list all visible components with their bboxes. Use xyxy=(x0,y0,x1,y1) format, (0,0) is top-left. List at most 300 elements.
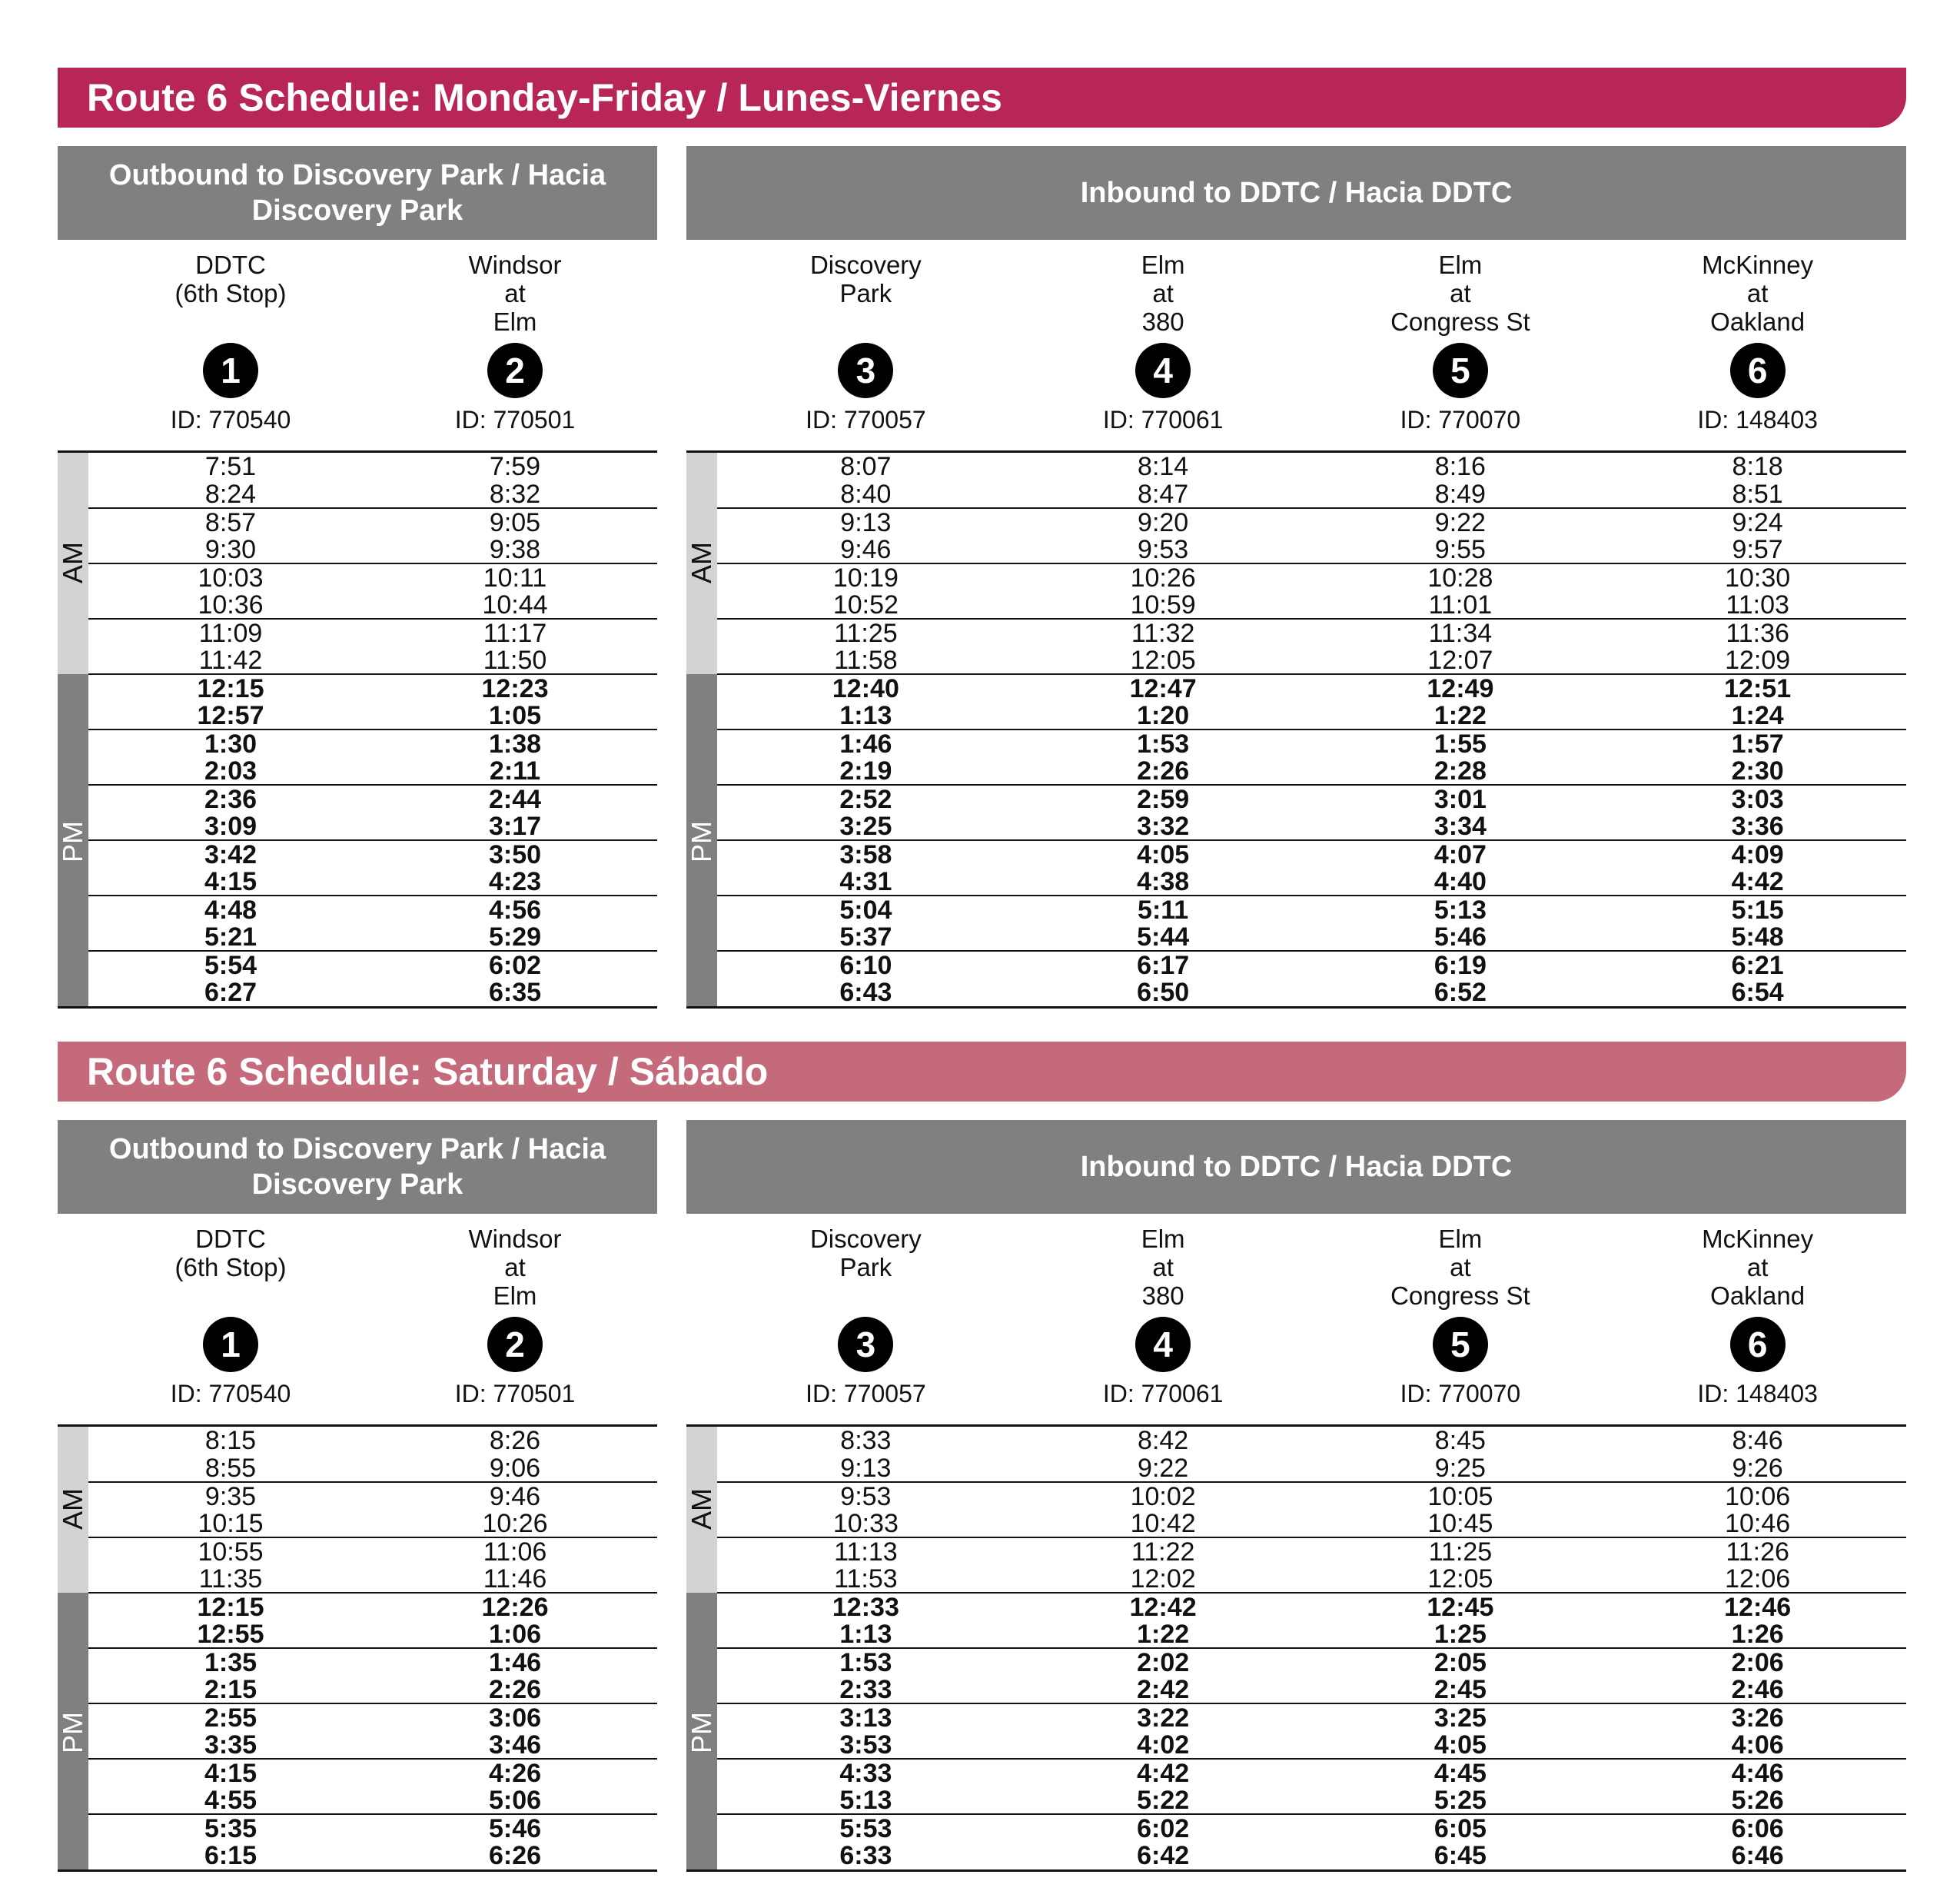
stop-number-badge: 2 xyxy=(487,343,543,398)
time-cell: 8:51 xyxy=(1732,480,1783,509)
table-row xyxy=(88,895,657,924)
table-row xyxy=(58,646,657,674)
time-cell: 5:44 xyxy=(1137,922,1190,952)
time-cell: 11:03 xyxy=(1726,590,1789,620)
table-row xyxy=(717,950,1906,979)
time-cell: 9:22 xyxy=(1138,1454,1189,1483)
time-cell: 1:20 xyxy=(1137,701,1190,730)
stop-name: Elm at 380 xyxy=(1141,1225,1185,1310)
time-cell: 8:45 xyxy=(1434,1426,1486,1455)
table-row xyxy=(88,1592,657,1621)
time-cell: 4:15 xyxy=(204,867,257,896)
weekday-title-banner: Route 6 Schedule: Monday-Friday / Lunes-Viernes xyxy=(58,68,1906,128)
time-cell: 6:17 xyxy=(1137,951,1190,980)
table-row xyxy=(58,480,657,508)
time-cell: 8:18 xyxy=(1732,452,1783,481)
table-row xyxy=(686,1510,1906,1537)
time-cell: 3:34 xyxy=(1433,812,1487,841)
table-row xyxy=(88,618,657,647)
table-row xyxy=(58,813,657,840)
time-cell: 1:05 xyxy=(488,701,542,730)
time-cell: 11:58 xyxy=(834,646,898,675)
time-cell: 5:48 xyxy=(1731,922,1784,952)
time-cell: 6:10 xyxy=(839,951,892,980)
stop-header-4 xyxy=(1015,1225,1312,1408)
time-cell: 11:42 xyxy=(198,646,263,675)
time-cell: 8:32 xyxy=(489,480,541,509)
table-row xyxy=(58,702,657,729)
time-cell: 10:26 xyxy=(482,1509,548,1538)
time-cell: 8:55 xyxy=(204,1454,257,1483)
time-cell: 2:11 xyxy=(489,756,541,786)
time-cell: 5:37 xyxy=(839,922,892,952)
stop-name: McKinney at Oakland xyxy=(1702,1225,1814,1310)
saturday-outbound-header: Outbound to Discovery Park / Hacia Discovery Park xyxy=(58,1120,657,1214)
time-cell: 8:14 xyxy=(1138,452,1189,481)
time-cell: 11:13 xyxy=(834,1537,898,1567)
time-cell: 4:48 xyxy=(204,896,257,925)
time-cell: 12:45 xyxy=(1427,1593,1494,1622)
table-row xyxy=(717,1592,1906,1621)
stop-number-badge: 4 xyxy=(1135,343,1191,398)
time-cell: 3:06 xyxy=(488,1703,542,1733)
time-cell: 6:27 xyxy=(204,978,257,1007)
time-cell: 10:55 xyxy=(198,1537,264,1567)
time-cell: 2:05 xyxy=(1433,1648,1487,1677)
time-cell: 3:42 xyxy=(204,840,257,869)
table-row xyxy=(58,1565,657,1593)
table-row xyxy=(58,757,657,785)
time-cell: 2:55 xyxy=(204,1703,257,1733)
saturday-schedule xyxy=(58,1042,1906,1879)
time-cell: 2:15 xyxy=(204,1675,257,1704)
time-cell: 11:09 xyxy=(198,619,263,648)
stop-name: Windsor at Elm xyxy=(468,251,562,336)
time-cell: 10:03 xyxy=(198,563,264,593)
time-cell: 8:46 xyxy=(1732,1426,1783,1455)
time-cell: 9:55 xyxy=(1434,535,1486,564)
table-row xyxy=(717,839,1906,869)
time-rows xyxy=(58,1424,657,1872)
time-cell: 11:06 xyxy=(483,1537,547,1567)
time-cell: 9:22 xyxy=(1434,508,1486,537)
time-cell: 10:30 xyxy=(1725,563,1791,593)
time-cell: 6:02 xyxy=(488,951,542,980)
time-cell: 12:49 xyxy=(1427,674,1494,703)
time-cell: 12:55 xyxy=(197,1620,264,1649)
stop-header-1 xyxy=(88,1225,373,1408)
time-cell: 3:36 xyxy=(1731,812,1784,841)
stop-id: ID: 148403 xyxy=(1697,406,1818,434)
time-cell: 12:07 xyxy=(1427,646,1493,675)
time-cell: 4:46 xyxy=(1731,1759,1784,1788)
stop-id: ID: 148403 xyxy=(1697,1380,1818,1407)
time-cell: 11:32 xyxy=(1131,619,1195,648)
saturday-inbound-header: Inbound to DDTC / Hacia DDTC xyxy=(686,1120,1906,1214)
time-cell: 6:46 xyxy=(1731,1841,1784,1870)
am-label: AM xyxy=(57,541,88,583)
time-cell: 11:25 xyxy=(834,619,898,648)
time-cell: 4:23 xyxy=(488,867,542,896)
time-cell: 1:46 xyxy=(488,1648,542,1677)
stop-number-badge: 5 xyxy=(1433,1317,1488,1372)
time-cell: 6:02 xyxy=(1137,1814,1190,1843)
time-cell: 1:55 xyxy=(1433,729,1487,759)
time-cell: 3:58 xyxy=(839,840,892,869)
stop-header-3 xyxy=(717,1225,1015,1408)
pm-label: PM xyxy=(686,820,717,862)
table-row xyxy=(88,784,657,813)
time-cell: 12:51 xyxy=(1724,674,1792,703)
time-cell: 4:45 xyxy=(1433,1759,1487,1788)
time-cell: 3:32 xyxy=(1137,812,1190,841)
stop-number-badge: 3 xyxy=(838,1317,893,1372)
table-row xyxy=(88,1647,657,1677)
stop-number-badge: 4 xyxy=(1135,1317,1191,1372)
time-cell: 12:05 xyxy=(1427,1564,1493,1594)
time-cell: 10:45 xyxy=(1427,1509,1493,1538)
stop-header-4 xyxy=(1015,251,1312,434)
table-row xyxy=(88,673,657,703)
time-cell: 9:06 xyxy=(489,1454,541,1483)
time-cell: 5:11 xyxy=(1138,896,1189,925)
time-cell: 1:46 xyxy=(839,729,892,759)
time-cell: 2:02 xyxy=(1137,1648,1190,1677)
stop-header-3 xyxy=(717,251,1015,434)
time-cell: 6:33 xyxy=(839,1841,892,1870)
time-cell: 11:01 xyxy=(1428,590,1493,620)
time-cell: 12:06 xyxy=(1725,1564,1791,1594)
table-row xyxy=(58,1842,657,1869)
time-cell: 4:40 xyxy=(1433,867,1487,896)
time-cell: 8:49 xyxy=(1434,480,1486,509)
time-cell: 10:11 xyxy=(483,563,547,593)
time-cell: 6:21 xyxy=(1731,951,1784,980)
time-cell: 2:52 xyxy=(839,785,892,814)
stop-number-badge: 6 xyxy=(1730,343,1786,398)
table-row xyxy=(88,563,657,592)
time-cell: 5:46 xyxy=(488,1814,542,1843)
time-cell: 4:31 xyxy=(839,867,892,896)
time-cell: 4:07 xyxy=(1433,840,1487,869)
time-cell: 10:02 xyxy=(1130,1482,1196,1511)
time-cell: 9:53 xyxy=(1138,535,1189,564)
time-cell: 10:06 xyxy=(1725,1482,1791,1511)
table-row xyxy=(58,1786,657,1814)
time-cell: 4:15 xyxy=(204,1759,257,1788)
table-row xyxy=(88,1758,657,1787)
time-cell: 6:52 xyxy=(1433,978,1487,1007)
time-cell: 8:26 xyxy=(489,1426,541,1455)
table-row xyxy=(717,618,1906,647)
table-row xyxy=(717,673,1906,703)
time-cell: 4:06 xyxy=(1731,1730,1784,1760)
pm-label: PM xyxy=(57,820,88,862)
time-cell: 1:53 xyxy=(839,1648,892,1677)
time-cell: 5:53 xyxy=(839,1814,892,1843)
time-cell: 10:42 xyxy=(1130,1509,1196,1538)
time-cell: 6:45 xyxy=(1433,1841,1487,1870)
stop-header-5 xyxy=(1312,1225,1610,1408)
stop-name: Discovery Park xyxy=(809,1225,922,1281)
weekday-inbound-header: Inbound to DDTC / Hacia DDTC xyxy=(686,146,1906,240)
time-cell: 1:38 xyxy=(488,729,542,759)
am-label: AM xyxy=(686,1487,717,1530)
time-rows xyxy=(58,450,657,1009)
stop-id: ID: 770070 xyxy=(1400,1380,1521,1407)
time-cell: 3:25 xyxy=(1433,1703,1487,1733)
table-row xyxy=(58,979,657,1006)
time-cell: 10:44 xyxy=(482,590,548,620)
time-cell: 3:53 xyxy=(839,1730,892,1760)
time-cell: 10:33 xyxy=(832,1509,899,1538)
time-cell: 1:25 xyxy=(1433,1620,1487,1649)
time-cell: 9:25 xyxy=(1434,1454,1486,1483)
time-cell: 3:26 xyxy=(1731,1703,1784,1733)
stop-number-badge: 1 xyxy=(203,343,258,398)
table-row xyxy=(88,1481,657,1510)
pm-label: PM xyxy=(686,1711,717,1753)
time-cell: 3:09 xyxy=(204,812,257,841)
table-row xyxy=(88,1537,657,1566)
table-row xyxy=(58,1676,657,1703)
time-cell: 4:55 xyxy=(204,1786,257,1815)
time-cell: 2:19 xyxy=(839,756,892,786)
time-cell: 3:25 xyxy=(839,812,892,841)
time-cell: 8:07 xyxy=(840,452,892,481)
am-label: AM xyxy=(686,541,717,583)
time-cell: 2:28 xyxy=(1433,756,1487,786)
table-row xyxy=(717,895,1906,924)
time-cell: 3:17 xyxy=(488,812,542,841)
table-row xyxy=(58,591,657,619)
stop-number-badge: 2 xyxy=(487,1317,543,1372)
time-cell: 8:16 xyxy=(1434,452,1486,481)
time-cell: 11:46 xyxy=(483,1564,547,1594)
time-cell: 9:24 xyxy=(1732,508,1783,537)
stop-id: ID: 770540 xyxy=(170,406,291,434)
table-row xyxy=(686,1454,1906,1482)
table-row xyxy=(717,1537,1906,1566)
time-cell: 1:26 xyxy=(1731,1620,1784,1649)
time-cell: 8:40 xyxy=(840,480,892,509)
time-cell: 11:35 xyxy=(198,1564,263,1594)
table-row xyxy=(686,868,1906,896)
time-cell: 10:36 xyxy=(198,590,264,620)
table-row xyxy=(717,1481,1906,1510)
table-row xyxy=(686,536,1906,563)
time-cell: 12:09 xyxy=(1725,646,1791,675)
table-row xyxy=(58,1731,657,1759)
am-label: AM xyxy=(57,1487,88,1530)
time-cell: 3:50 xyxy=(488,840,542,869)
table-row xyxy=(58,1510,657,1537)
table-row xyxy=(686,453,1906,480)
time-cell: 5:15 xyxy=(1731,896,1784,925)
time-cell: 6:19 xyxy=(1433,951,1487,980)
table-row xyxy=(58,868,657,896)
table-row xyxy=(88,729,657,758)
time-cell: 12:26 xyxy=(481,1593,549,1622)
table-row xyxy=(58,1620,657,1648)
time-cell: 4:42 xyxy=(1731,867,1784,896)
time-cell: 8:47 xyxy=(1138,480,1189,509)
stop-header-2 xyxy=(373,251,657,434)
table-row xyxy=(717,507,1906,537)
time-cell: 9:13 xyxy=(840,1454,892,1483)
table-row xyxy=(686,480,1906,508)
stop-name: DDTC (6th Stop) xyxy=(174,1225,287,1281)
table-row xyxy=(58,453,657,480)
time-cell: 11:50 xyxy=(483,646,547,675)
stop-header-6 xyxy=(1609,251,1906,434)
table-row xyxy=(686,646,1906,674)
stop-name: McKinney at Oakland xyxy=(1702,251,1814,336)
stop-name: Elm at 380 xyxy=(1141,251,1185,336)
table-row xyxy=(686,1427,1906,1454)
time-cell: 2:26 xyxy=(1137,756,1190,786)
stop-id: ID: 770061 xyxy=(1102,1380,1224,1407)
pm-label: PM xyxy=(57,1711,88,1753)
time-cell: 1:53 xyxy=(1137,729,1190,759)
time-cell: 12:46 xyxy=(1724,1593,1792,1622)
stop-number-badge: 6 xyxy=(1730,1317,1786,1372)
time-cell: 12:05 xyxy=(1130,646,1196,675)
time-cell: 6:06 xyxy=(1731,1814,1784,1843)
saturday-inbound-table xyxy=(686,1225,1906,1872)
stop-id: ID: 770061 xyxy=(1102,406,1224,434)
time-cell: 5:54 xyxy=(204,951,257,980)
time-rows xyxy=(686,1424,1906,1872)
table-row xyxy=(58,1454,657,1482)
time-cell: 4:33 xyxy=(839,1759,892,1788)
time-cell: 10:28 xyxy=(1427,563,1493,593)
time-cell: 6:35 xyxy=(488,978,542,1007)
time-cell: 1:22 xyxy=(1137,1620,1190,1649)
stop-id: ID: 770057 xyxy=(806,406,926,434)
time-cell: 9:46 xyxy=(840,535,892,564)
time-cell: 3:35 xyxy=(204,1730,257,1760)
time-cell: 11:26 xyxy=(1726,1537,1789,1567)
time-cell: 9:46 xyxy=(489,1482,541,1511)
time-cell: 12:57 xyxy=(197,701,264,730)
time-cell: 10:59 xyxy=(1130,590,1196,620)
time-cell: 11:22 xyxy=(1131,1537,1195,1567)
stop-name: Elm at Congress St xyxy=(1390,1225,1530,1310)
time-cell: 2:30 xyxy=(1731,756,1784,786)
time-cell: 12:33 xyxy=(832,1593,899,1622)
table-row xyxy=(686,1731,1906,1759)
table-row xyxy=(88,1703,657,1732)
table-row xyxy=(686,923,1906,951)
time-cell: 3:22 xyxy=(1137,1703,1190,1733)
time-cell: 6:43 xyxy=(839,978,892,1007)
time-cell: 12:40 xyxy=(832,674,899,703)
time-cell: 11:53 xyxy=(834,1564,898,1594)
time-cell: 5:04 xyxy=(839,896,892,925)
time-cell: 5:06 xyxy=(488,1786,542,1815)
table-row xyxy=(686,1786,1906,1814)
time-cell: 9:57 xyxy=(1732,535,1783,564)
time-cell: 3:46 xyxy=(488,1730,542,1760)
stop-number-badge: 5 xyxy=(1433,343,1488,398)
time-cell: 9:35 xyxy=(204,1482,257,1511)
weekday-schedule xyxy=(58,68,1906,1005)
time-cell: 1:22 xyxy=(1433,701,1487,730)
time-cell: 11:25 xyxy=(1428,1537,1493,1567)
stop-id: ID: 770501 xyxy=(454,1380,576,1407)
time-cell: 1:57 xyxy=(1731,729,1784,759)
table-row xyxy=(717,784,1906,813)
stop-id: ID: 770070 xyxy=(1400,406,1521,434)
table-row xyxy=(686,1620,1906,1648)
time-cell: 4:42 xyxy=(1137,1759,1190,1788)
time-cell: 10:46 xyxy=(1725,1509,1791,1538)
time-cell: 6:50 xyxy=(1137,978,1190,1007)
time-cell: 9:20 xyxy=(1138,508,1189,537)
time-cell: 9:26 xyxy=(1732,1454,1783,1483)
table-row xyxy=(686,813,1906,840)
table-row xyxy=(717,729,1906,758)
table-row xyxy=(717,1758,1906,1787)
time-cell: 10:26 xyxy=(1130,563,1196,593)
time-cell: 6:54 xyxy=(1731,978,1784,1007)
stop-name: Elm at Congress St xyxy=(1390,251,1530,336)
time-cell: 2:06 xyxy=(1731,1648,1784,1677)
time-cell: 10:05 xyxy=(1427,1482,1493,1511)
time-cell: 5:13 xyxy=(1433,896,1487,925)
table-row xyxy=(717,1703,1906,1732)
stop-name: DDTC (6th Stop) xyxy=(174,251,287,307)
stop-id: ID: 770501 xyxy=(454,406,576,434)
time-cell: 1:35 xyxy=(204,1648,257,1677)
time-cell: 12:42 xyxy=(1129,1593,1197,1622)
table-row xyxy=(717,1647,1906,1677)
time-cell: 4:09 xyxy=(1731,840,1784,869)
table-row xyxy=(686,702,1906,729)
time-cell: 8:33 xyxy=(840,1426,892,1455)
time-cell: 11:34 xyxy=(1428,619,1493,648)
time-cell: 2:26 xyxy=(488,1675,542,1704)
stop-number-badge: 1 xyxy=(203,1317,258,1372)
time-cell: 4:26 xyxy=(488,1759,542,1788)
table-row xyxy=(88,1813,657,1843)
time-cell: 6:15 xyxy=(204,1841,257,1870)
saturday-title-banner: Route 6 Schedule: Saturday / Sábado xyxy=(58,1042,1906,1102)
saturday-outbound-table xyxy=(58,1225,657,1872)
stop-header-6 xyxy=(1609,1225,1906,1408)
time-rows xyxy=(686,450,1906,1009)
table-row xyxy=(686,1676,1906,1703)
time-cell: 4:02 xyxy=(1137,1730,1190,1760)
weekday-inbound-table xyxy=(686,251,1906,1009)
time-cell: 11:17 xyxy=(483,619,547,648)
table-row xyxy=(686,1565,1906,1593)
time-cell: 4:56 xyxy=(488,896,542,925)
time-cell: 9:13 xyxy=(840,508,892,537)
time-cell: 1:30 xyxy=(204,729,257,759)
time-cell: 5:46 xyxy=(1433,922,1487,952)
time-cell: 8:24 xyxy=(204,480,257,509)
time-cell: 5:22 xyxy=(1137,1786,1190,1815)
table-row xyxy=(88,839,657,869)
time-cell: 5:25 xyxy=(1433,1786,1487,1815)
time-cell: 4:38 xyxy=(1137,867,1190,896)
time-cell: 2:59 xyxy=(1137,785,1190,814)
time-cell: 4:05 xyxy=(1433,1730,1487,1760)
table-row xyxy=(717,1813,1906,1843)
time-cell: 2:42 xyxy=(1137,1675,1190,1704)
